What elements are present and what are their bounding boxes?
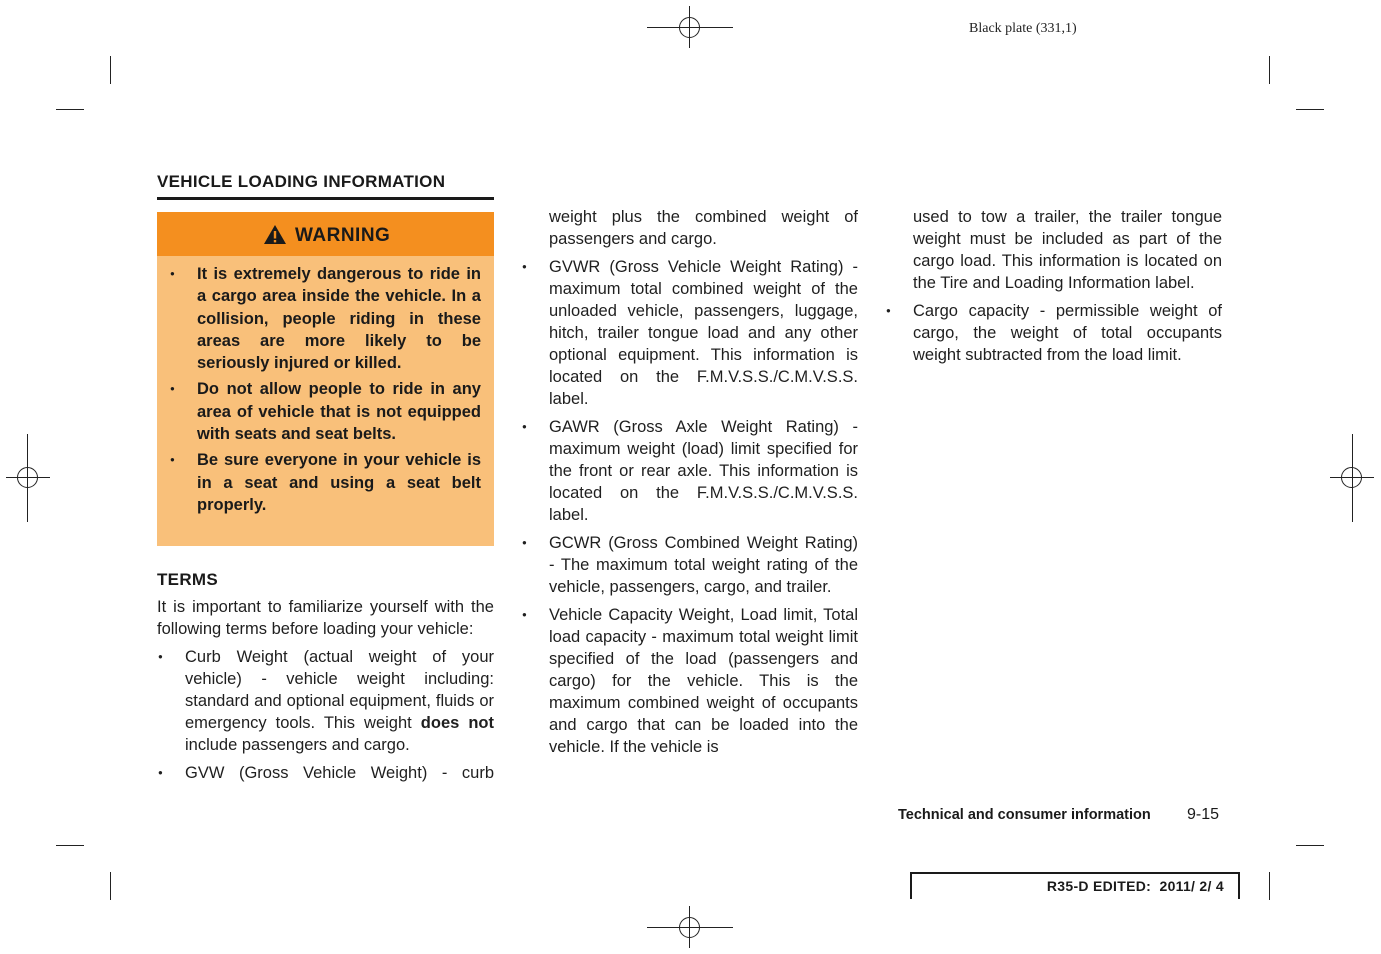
edited-stamp: R35-D EDITED: 2011/ 2/ 4: [1046, 878, 1224, 894]
term-gvwr: ● GVWR (Gross Vehicle Weight Rating) - maximum total combined weight of the unloaded vehicle, passengers, luggage, hitch, trailer tongue load and any other optional equipment. This information is located on the F.M.V.S.S./C.M.V.S.S. label.: [521, 256, 858, 410]
term-vehicle-capacity-weight: ● Vehicle Capacity Weight, Load limit, Total load capacity - maximum total weight limit specified of the load (passengers and cargo) for the vehicle. This is the maximum combined weight of occupants and cargo that can be loaded into the vehicle. If the vehicle is: [521, 604, 858, 758]
terms-title: TERMS: [157, 570, 218, 589]
warning-triangle-icon: [263, 224, 287, 245]
warning-item: ● It is extremely dangerous to ride in a cargo area inside the vehicle. In a collision, people riding in these areas are more likely to be seriously injured or killed.: [169, 263, 481, 374]
warning-title: WARNING: [295, 225, 391, 246]
warning-list: [169, 263, 481, 520]
page-number: 9-15: [1187, 806, 1220, 823]
warning-box: [157, 212, 494, 546]
term-cargo-capacity: ● Cargo capacity - permissible weight of cargo, the weight of total occupants weight subtracted from the load limit.: [885, 300, 1222, 366]
term-vehicle-capacity-continued: used to tow a trailer, the trailer tongue weight must be included as part of the cargo load. This information is located on the Tire and Loading Information label.: [913, 208, 1222, 292]
section-title: VEHICLE LOADING INFORMATION: [157, 172, 446, 191]
term-curb-weight: ● Curb Weight (actual weight of your vehicle) - vehicle weight including: standard and optional equipment, fluids or emergency tools. This weight does not include passengers and cargo.: [157, 646, 494, 756]
footer-section-title: Technical and consumer information: [898, 807, 1151, 823]
term-gvw-continued: weight plus the combined weight of passengers and cargo.: [549, 208, 858, 248]
column-2-body: [549, 206, 858, 764]
terms-intro: It is important to familiarize yourself with the following terms before loading your vehicle:: [157, 598, 494, 638]
warning-item: ● Be sure everyone in your vehicle is in a seat and using a seat belt properly.: [169, 449, 481, 516]
warning-header: [157, 212, 494, 256]
plate-label: Black plate (331,1): [969, 21, 1077, 36]
term-gvw-start: ● GVW (Gross Vehicle Weight) - curb: [157, 762, 494, 784]
section-title-rule: [157, 197, 494, 200]
term-gcwr: ● GCWR (Gross Combined Weight Rating) - The maximum total weight rating of the vehicle, passengers, cargo, and trailer.: [521, 532, 858, 598]
term-gawr: ● GAWR (Gross Axle Weight Rating) - maximum weight (load) limit specified for the front or rear axle. This information is located on the F.M.V.S.S./C.M.V.S.S. label.: [521, 416, 858, 526]
column-3-body: [913, 206, 1222, 372]
column-1-body: [157, 596, 494, 790]
warning-item: ● Do not allow people to ride in any area of vehicle that is not equipped with seats and seat belts.: [169, 378, 481, 445]
edited-stamp-box: [910, 872, 1240, 899]
